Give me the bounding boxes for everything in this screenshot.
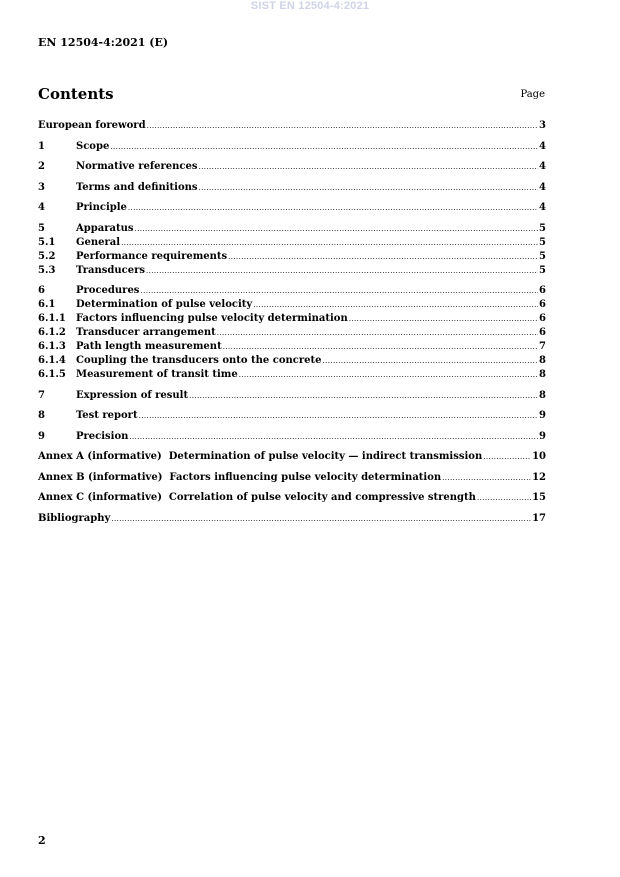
toc-entry-title: Performance requirements	[76, 250, 228, 262]
toc-entry[interactable]	[38, 430, 546, 444]
toc-entry-title: Annex B (informative) Factors influencing pulse velocity determination	[38, 471, 442, 483]
toc-entry[interactable]	[38, 298, 546, 312]
leader-dots	[139, 410, 538, 423]
toc-entry[interactable]	[38, 354, 546, 368]
toc-entry-number: 6.1.4	[38, 355, 66, 366]
toc-entry-number: 6.1.2	[38, 327, 66, 338]
page-number: 2	[38, 834, 46, 847]
document-identifier: EN 12504-4:2021 (E)	[38, 36, 169, 49]
leader-dots	[228, 251, 538, 264]
toc-entry-page: 6	[539, 285, 546, 296]
toc-entry-page: 5	[539, 250, 546, 262]
toc-entry-number: 5.1	[38, 236, 56, 248]
toc-entry-title: Precision	[76, 430, 129, 442]
leader-dots	[111, 513, 531, 526]
toc-entry-number: 5.2	[38, 250, 56, 262]
toc-entry[interactable]	[38, 340, 546, 354]
toc-entry-number: 4	[38, 202, 45, 213]
toc-entry[interactable]	[38, 201, 546, 215]
toc-entry[interactable]	[38, 236, 546, 250]
toc-entry-title: Procedures	[76, 285, 140, 296]
toc-entry[interactable]	[38, 471, 546, 485]
leader-dots	[140, 285, 538, 298]
toc-entry[interactable]	[38, 140, 546, 154]
toc-entry[interactable]	[38, 284, 546, 298]
toc-entry-title: Transducer arrangement	[76, 327, 216, 338]
leader-dots	[135, 223, 539, 236]
toc-entry-page: 6	[539, 327, 546, 338]
toc-entry-number: 6.1.3	[38, 341, 66, 352]
toc-entry-page: 10	[532, 451, 546, 462]
toc-entry-number: 6.1	[38, 299, 56, 310]
leader-dots	[442, 472, 531, 485]
toc-entry-number: 2	[38, 161, 45, 172]
toc-entry-title: Normative references	[76, 161, 198, 172]
leader-dots	[129, 431, 538, 444]
toc-entry-page: 8	[539, 369, 546, 380]
toc-entry[interactable]	[38, 160, 546, 174]
toc-entry-page: 12	[532, 471, 546, 483]
toc-entry-number: 1	[38, 140, 45, 152]
toc-entry-page: 5	[539, 236, 546, 248]
toc-entry-title: Coupling the transducers onto the concrete	[76, 355, 322, 366]
toc-entry[interactable]	[38, 326, 546, 340]
leader-dots	[199, 182, 539, 195]
toc-entry-title: Test report	[76, 410, 138, 421]
toc-entry-title: Transducers	[76, 264, 145, 276]
toc-entry-page: 4	[539, 140, 546, 152]
toc-entry-title: Measurement of transit time	[76, 369, 238, 380]
toc-entry-page: 15	[532, 492, 546, 503]
page-column-label: Page	[520, 89, 545, 100]
toc-entry-title: European foreword	[38, 120, 146, 131]
toc-entry[interactable]	[38, 264, 546, 278]
toc-entry[interactable]	[38, 450, 546, 464]
toc-entry-title: Apparatus	[76, 222, 134, 234]
leader-dots	[189, 390, 538, 403]
toc-entry-page: 6	[539, 313, 546, 324]
toc-entry-title: Expression of result	[76, 389, 189, 401]
toc-entry-page: 8	[539, 355, 546, 366]
toc-entry[interactable]	[38, 491, 546, 505]
toc-entry-page: 9	[539, 430, 546, 442]
toc-entry[interactable]	[38, 389, 546, 403]
leader-dots	[110, 141, 538, 154]
leader-dots	[239, 369, 538, 382]
toc-entry-title: Path length measurement	[76, 341, 222, 352]
toc-entry-page: 9	[539, 410, 546, 421]
toc-entry-number: 6	[38, 285, 45, 296]
toc-entry[interactable]	[38, 368, 546, 382]
toc-entry[interactable]	[38, 409, 546, 423]
leader-dots	[121, 237, 538, 250]
toc-entry-title: Principle	[76, 202, 127, 213]
toc-entry[interactable]	[38, 181, 546, 195]
toc-entry-page: 5	[539, 222, 546, 234]
toc-entry-page: 7	[539, 341, 546, 352]
leader-dots	[217, 327, 538, 340]
toc-entry-page: 4	[539, 202, 546, 213]
leader-dots	[253, 299, 538, 312]
toc-entry-number: 7	[38, 389, 45, 401]
toc-entry-title: Determination of pulse velocity	[76, 299, 253, 310]
toc-entry[interactable]	[38, 512, 546, 526]
toc-entry-page: 5	[539, 264, 546, 276]
leader-dots	[483, 451, 531, 464]
toc-entry-number: 6.1.5	[38, 369, 66, 380]
toc-entry-number: 5.3	[38, 264, 56, 276]
toc-entry-page: 8	[539, 389, 546, 401]
table-of-contents	[38, 119, 546, 526]
toc-entry-number: 6.1.1	[38, 313, 66, 324]
leader-dots	[146, 265, 538, 278]
toc-entry-number: 8	[38, 410, 45, 421]
toc-entry-number: 9	[38, 430, 45, 442]
toc-entry-title: Scope	[76, 140, 110, 152]
toc-entry-title: Annex A (informative) Determination of pulse velocity — indirect transmission	[38, 451, 483, 462]
toc-entry-title: Terms and definitions	[76, 181, 198, 193]
toc-entry-title: General	[76, 236, 121, 248]
watermark: SIST EN 12504-4:2021	[250, 0, 370, 12]
leader-dots	[199, 161, 539, 174]
toc-entry-page: 4	[539, 161, 546, 172]
toc-entry-number: 5	[38, 222, 45, 234]
toc-entry[interactable]	[38, 250, 546, 264]
leader-dots	[223, 341, 538, 354]
toc-entry-number: 3	[38, 181, 45, 193]
leader-dots	[147, 120, 538, 133]
toc-entry-page: 3	[539, 120, 546, 131]
leader-dots	[477, 492, 531, 505]
toc-entry-title: Bibliography	[38, 512, 111, 524]
toc-entry[interactable]	[38, 119, 546, 133]
toc-entry-page: 4	[539, 181, 546, 193]
leader-dots	[349, 313, 538, 326]
toc-entry-title: Factors influencing pulse velocity determination	[76, 313, 348, 324]
toc-entry[interactable]	[38, 312, 546, 326]
toc-entry[interactable]	[38, 222, 546, 236]
contents-heading: Contents	[38, 85, 114, 103]
toc-entry-page: 17	[532, 512, 546, 524]
leader-dots	[128, 202, 538, 215]
leader-dots	[323, 355, 539, 368]
toc-entry-page: 6	[539, 299, 546, 310]
toc-entry-title: Annex C (informative) Correlation of pulse velocity and compressive strength	[38, 492, 476, 503]
